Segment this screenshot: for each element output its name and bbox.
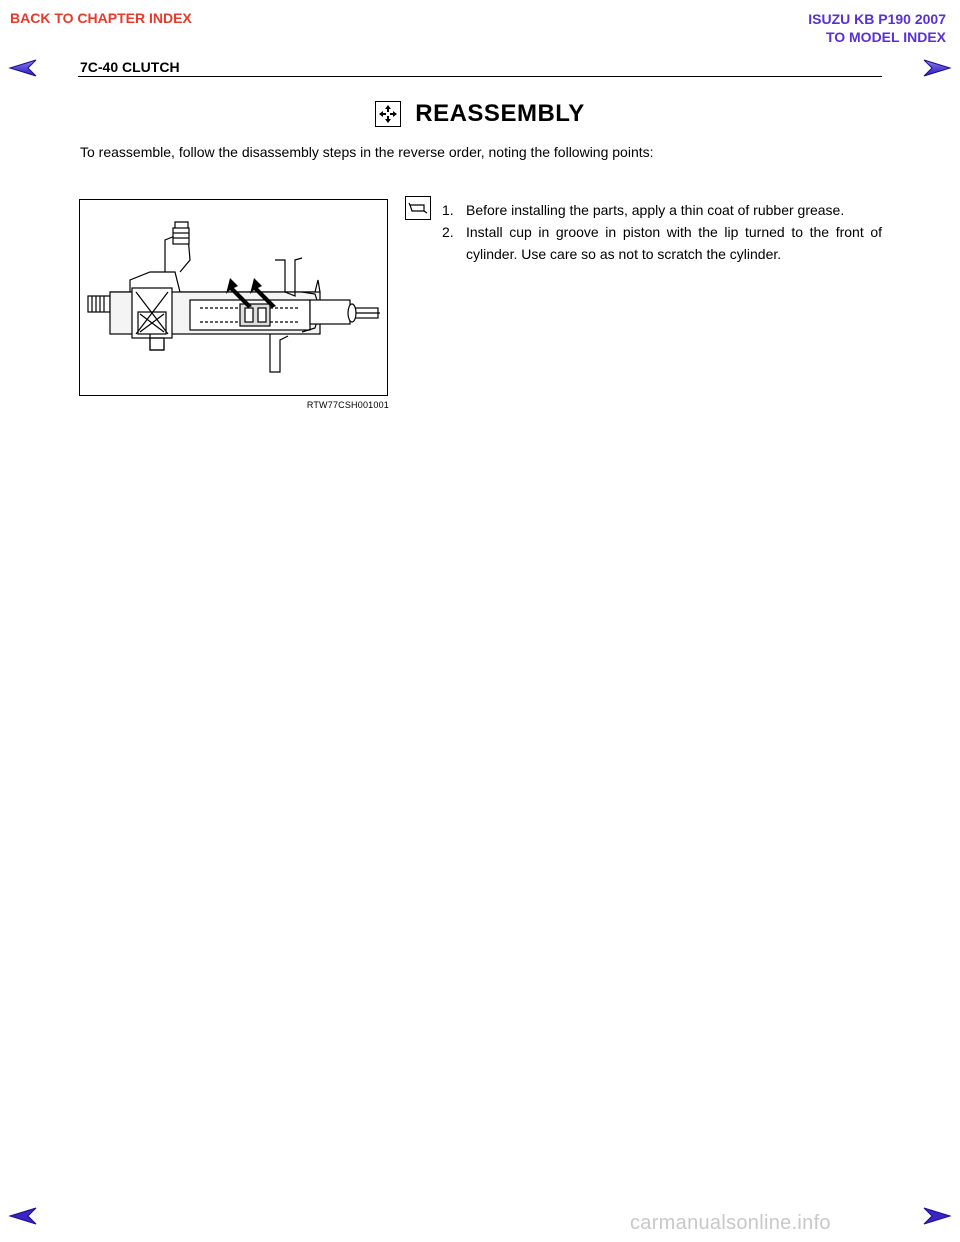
cylinder-cross-section-diagram	[80, 200, 387, 395]
left-arrow-icon	[8, 1206, 38, 1226]
next-page-button-bottom[interactable]	[922, 1206, 952, 1226]
prev-page-button-bottom[interactable]	[8, 1206, 38, 1226]
header-divider	[78, 76, 882, 77]
prev-page-button[interactable]	[8, 58, 38, 78]
brand-header	[808, 10, 946, 46]
page-heading	[0, 98, 960, 130]
back-to-chapter-index-link[interactable]: BACK TO CHAPTER INDEX	[10, 10, 192, 26]
reassembly-arrows-icon	[375, 101, 401, 127]
clutch-master-cylinder-figure	[79, 199, 388, 396]
next-page-button[interactable]	[922, 58, 952, 78]
figure-code: RTW77CSH001001	[306, 400, 389, 410]
intro-paragraph: To reassemble, follow the disassembly steps in the reverse order, noting the following points:	[80, 144, 654, 160]
step-text: Before installing the parts, apply a thin coat of rubber grease.	[466, 202, 845, 218]
reassembly-steps	[442, 199, 882, 265]
left-arrow-icon	[8, 58, 38, 78]
page-title: REASSEMBLY	[415, 100, 585, 127]
section-label: 7C-40 CLUTCH	[80, 59, 180, 75]
list-item	[442, 199, 882, 221]
list-item	[442, 221, 882, 265]
watermark: carmanualsonline.info	[630, 1212, 831, 1234]
right-arrow-icon	[922, 58, 952, 78]
lubricant-note-icon	[405, 196, 431, 220]
step-text: Install cup in groove in piston with the lip turned to the front of cylinder. Use care so as not to scratch the cylinder.	[466, 224, 882, 262]
brand-title: ISUZU KB P190 2007	[808, 11, 946, 27]
step-number: 1.	[442, 202, 454, 218]
to-model-index-link[interactable]: TO MODEL INDEX	[825, 29, 946, 45]
step-number: 2.	[442, 224, 454, 240]
right-arrow-icon	[922, 1206, 952, 1226]
